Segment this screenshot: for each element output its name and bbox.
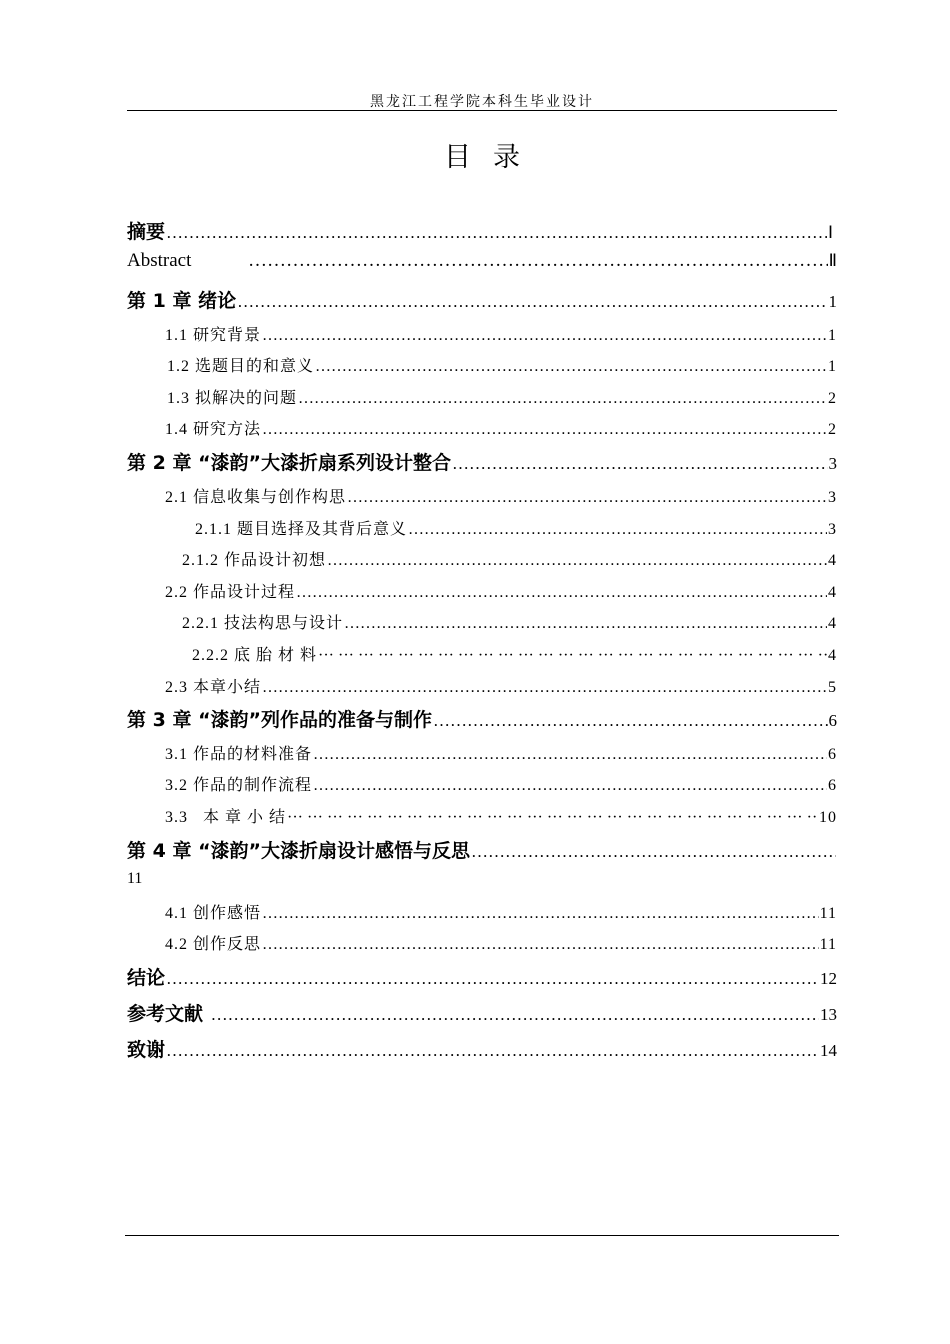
- toc-entry-label: 第 4 章 “漆韵”大漆折扇设计感悟与反思: [127, 840, 471, 862]
- page-header: 黑龙江工程学院本科生毕业设计: [370, 95, 594, 110]
- toc-entry-page: 3: [828, 521, 837, 538]
- toc-entry-label: Abstract: [127, 250, 192, 271]
- toc-leader: [211, 1005, 819, 1025]
- toc-leader: [313, 746, 827, 764]
- toc-entry-references[interactable]: [127, 999, 837, 1026]
- toc-entry-1-3[interactable]: [167, 385, 837, 408]
- toc-leader: [262, 936, 819, 954]
- toc-leader: [347, 489, 827, 507]
- toc-entry-page: 14: [820, 1041, 837, 1060]
- toc-entry-2-2[interactable]: [165, 579, 837, 602]
- toc-entry-chapter-4[interactable]: [127, 836, 837, 863]
- toc-entry-2-1-2[interactable]: [182, 547, 837, 570]
- toc-entry-label: 结论: [127, 967, 166, 989]
- toc-entry-abstract-en[interactable]: [127, 250, 837, 272]
- toc-entry-page: 1: [828, 292, 837, 311]
- toc-entry-page: Ⅱ: [828, 251, 837, 270]
- toc-leader: [315, 358, 827, 376]
- toc-entry-label: 2.3 本章小结: [165, 679, 262, 696]
- toc-entry-page: 13: [820, 1005, 837, 1024]
- toc-entry-page: 4: [828, 647, 837, 664]
- toc-entry-label: 致谢: [127, 1039, 166, 1061]
- toc-entry-2-2-1[interactable]: [182, 610, 837, 633]
- toc-entry-page: 4: [828, 615, 837, 632]
- toc-entry-label: 3.3 本 章 小 结: [165, 809, 287, 826]
- toc-entry-2-2-2[interactable]: [192, 642, 837, 665]
- toc-entry-page: 3: [828, 489, 837, 506]
- toc-leader: [471, 842, 836, 862]
- toc-leader: [313, 777, 827, 795]
- toc-leader: [262, 679, 827, 697]
- toc-entry-label: 1.3 拟解决的问题: [167, 390, 298, 407]
- toc-leader: [298, 390, 827, 408]
- toc-entry-label: 2.2.2 底 胎 材 料: [192, 647, 318, 664]
- toc-entry-chapter-1[interactable]: [127, 286, 837, 313]
- toc-entry-label: 参考文献: [127, 1003, 210, 1025]
- toc-entry-label: 3.2 作品的制作流程: [165, 777, 313, 794]
- toc-entry-label: 2.1.1 题目选择及其背后意义: [195, 521, 408, 538]
- toc-entry-label: 2.2 作品设计过程: [165, 584, 296, 601]
- toc-entry-page: 11: [819, 936, 837, 953]
- toc-leader: [262, 421, 827, 439]
- toc-entry-2-1-1[interactable]: [195, 516, 837, 539]
- toc-leader: [237, 292, 827, 312]
- toc-entry-page: 2: [828, 390, 837, 407]
- toc-entry-page: 11: [819, 905, 837, 922]
- toc-entry-label: 1.4 研究方法: [165, 421, 262, 438]
- toc-entry-label: 4.1 创作感悟: [165, 905, 262, 922]
- toc-entry-label: 1.2 选题目的和意义: [167, 358, 315, 375]
- toc-entry-2-3[interactable]: [165, 674, 837, 697]
- toc-entry-page: 2: [828, 421, 837, 438]
- toc-entry-page: 4: [828, 584, 837, 601]
- toc-entry-label: 2.1 信息收集与创作构思: [165, 489, 347, 506]
- toc-leader: [433, 711, 827, 731]
- footer-rule: [125, 1235, 839, 1236]
- toc-entry-page: 11: [127, 870, 143, 887]
- toc-entry-label: 2.1.2 作品设计初想: [182, 552, 327, 569]
- toc-leader: [166, 969, 819, 989]
- toc-title: 目录: [444, 142, 542, 173]
- toc-leader: [262, 327, 827, 345]
- toc-entry-page: 4: [828, 552, 837, 569]
- toc-entry-label: 2.2.1 技法构思与设计: [182, 615, 344, 632]
- toc-leader: [287, 809, 818, 827]
- toc-entry-chapter-3[interactable]: [127, 705, 837, 732]
- toc-entry-1-4[interactable]: [165, 416, 837, 439]
- toc-entry-conclusion[interactable]: [127, 963, 837, 990]
- toc-entry-label: 第 3 章 “漆韵”列作品的准备与制作: [127, 709, 433, 731]
- header-rule: [127, 110, 837, 111]
- toc-entry-page: 5: [828, 679, 837, 696]
- toc-entry-4-1[interactable]: [165, 900, 837, 923]
- toc-leader: [327, 552, 827, 570]
- toc-entry-page: 6: [828, 711, 837, 730]
- toc-entry-page: 1: [828, 327, 837, 344]
- toc-entry-1-1[interactable]: [165, 322, 837, 345]
- toc-entry-page: 6: [828, 777, 837, 794]
- toc-leader: [166, 1041, 819, 1061]
- toc-leader: [408, 521, 827, 539]
- toc-entry-label: 第 2 章 “漆韵”大漆折扇系列设计整合: [127, 452, 452, 474]
- toc-entry-page: Ⅰ: [827, 223, 833, 242]
- toc-entry-abstract-cn[interactable]: [127, 217, 837, 244]
- toc-entry-page: 3: [828, 454, 837, 473]
- toc-entry-page: 10: [819, 809, 837, 826]
- toc-entry-page: 6: [828, 746, 837, 763]
- toc-leader: [452, 454, 827, 474]
- toc-entry-label: 4.2 创作反思: [165, 936, 262, 953]
- toc-leader: [262, 905, 819, 923]
- toc-entry-label: 3.1 作品的材料准备: [165, 746, 313, 763]
- toc-leader: [344, 615, 827, 633]
- toc-leader: [248, 250, 828, 272]
- toc-leader: [318, 647, 827, 665]
- toc-leader: [166, 223, 827, 243]
- toc-entry-acknowledgements[interactable]: [127, 1035, 837, 1062]
- toc-entry-chapter-2[interactable]: [127, 448, 837, 475]
- toc-entry-label: 1.1 研究背景: [165, 327, 262, 344]
- toc-entry-label: 第 1 章 绪论: [127, 290, 237, 312]
- toc-entry-3-1[interactable]: [165, 741, 837, 764]
- toc-entry-1-2[interactable]: [167, 353, 837, 376]
- toc-entry-4-2[interactable]: [165, 931, 837, 954]
- toc-entry-label: 摘要: [127, 221, 166, 243]
- toc-entry-page: 1: [828, 358, 837, 375]
- toc-leader: [296, 584, 827, 602]
- toc-entry-page: 12: [820, 969, 837, 988]
- toc-entry-3-3[interactable]: [165, 804, 837, 827]
- toc-entry-2-1[interactable]: [165, 484, 837, 507]
- toc-entry-3-2[interactable]: [165, 772, 837, 795]
